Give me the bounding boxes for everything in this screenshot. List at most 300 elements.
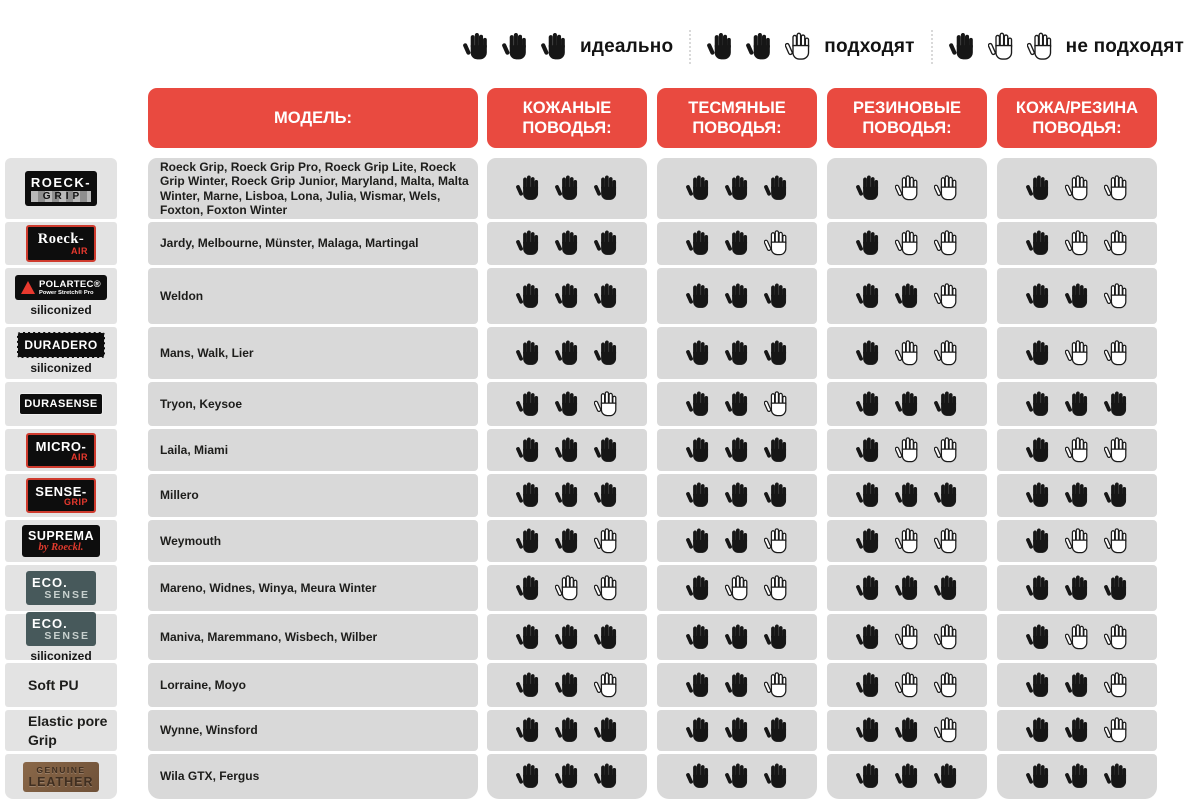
hand-outline-icon <box>594 672 619 699</box>
sidebar-material-card <box>5 327 117 379</box>
hand-outline-icon <box>988 32 1015 62</box>
table-row <box>5 382 1167 426</box>
rating-cell-webbed-reins <box>657 382 817 426</box>
hand-filled-icon <box>895 391 920 418</box>
legend-hands <box>463 32 568 62</box>
hand-filled-icon <box>594 717 619 744</box>
siliconized-note: siliconized <box>30 303 92 317</box>
rating-cell-leather-reins <box>487 474 647 517</box>
hand-filled-icon <box>895 763 920 790</box>
table-row <box>5 614 1167 663</box>
hand-filled-icon <box>764 763 789 790</box>
rating-cell-webbed-reins <box>657 222 817 265</box>
label-line: Elastic pore <box>28 713 108 730</box>
logo-line: SENSE <box>44 629 90 642</box>
sidebar-material-card <box>5 474 117 517</box>
hand-outline-icon <box>895 175 920 202</box>
hand-filled-icon <box>555 230 580 257</box>
hand-outline-icon <box>764 528 789 555</box>
hand-filled-icon <box>764 340 789 367</box>
hand-outline-icon <box>764 575 789 602</box>
logo-line: AIR <box>71 451 88 462</box>
rating-cell-leather-rubber-reins <box>997 222 1157 265</box>
hand-filled-icon <box>463 32 490 62</box>
hand-outline-icon <box>934 528 959 555</box>
hand-outline-icon <box>895 672 920 699</box>
model-names-text: Roeck Grip, Roeck Grip Pro, Roeck Grip Lite, Roeck Grip Winter, Roeck Grip Junior, Maryland, Malta, Malta Winter, Marne, Lisboa, Lona, Julia, Wismar, Wels, Foxton, Foxton Winter <box>160 160 469 217</box>
table-row <box>5 474 1167 517</box>
rating-cell-leather-rubber-reins <box>997 565 1157 611</box>
hand-filled-icon <box>516 230 541 257</box>
hand-filled-icon <box>725 717 750 744</box>
hand-filled-icon <box>725 391 750 418</box>
hand-filled-icon <box>516 717 541 744</box>
hand-filled-icon <box>746 32 773 62</box>
hand-filled-icon <box>725 482 750 509</box>
model-names-cell <box>148 565 478 611</box>
hand-filled-icon <box>725 624 750 651</box>
model-names-text: Weymouth <box>160 533 222 548</box>
model-names-cell <box>148 710 478 751</box>
hand-outline-icon <box>725 575 750 602</box>
sidebar-material-card <box>5 565 117 611</box>
hand-filled-icon <box>1026 528 1051 555</box>
hand-filled-icon <box>1104 482 1129 509</box>
hand-filled-icon <box>1104 763 1129 790</box>
hand-outline-icon <box>1104 175 1129 202</box>
rating-cell-rubber-reins <box>827 327 987 379</box>
legend-separator <box>689 30 691 64</box>
hand-filled-icon <box>856 340 881 367</box>
hand-outline-icon <box>1065 175 1090 202</box>
column-header-leather-rubber-reins: КОЖА/РЕЗИНА ПОВОДЬЯ: <box>997 88 1157 148</box>
material-logo-eco-sense <box>26 612 96 646</box>
hand-filled-icon <box>1026 672 1051 699</box>
polartec-text <box>39 279 101 296</box>
logo-line: Power Stretch® Pro <box>39 290 94 296</box>
rating-cell-leather-reins <box>487 382 647 426</box>
logo-line: Roeck- <box>37 231 85 247</box>
hand-filled-icon <box>949 32 976 62</box>
hand-outline-icon <box>895 528 920 555</box>
rating-cell-leather-reins <box>487 429 647 471</box>
material-logo-roeck <box>26 225 96 262</box>
hand-outline-icon <box>934 283 959 310</box>
hand-filled-icon <box>516 391 541 418</box>
legend-item <box>949 32 1184 62</box>
model-names-cell <box>148 754 478 799</box>
hand-filled-icon <box>686 230 711 257</box>
hand-filled-icon <box>764 482 789 509</box>
hand-filled-icon <box>1065 283 1090 310</box>
hand-filled-icon <box>686 575 711 602</box>
hand-outline-icon <box>934 624 959 651</box>
hand-filled-icon <box>1026 230 1051 257</box>
hand-filled-icon <box>1026 763 1051 790</box>
hand-filled-icon <box>686 283 711 310</box>
logo-line: AIR <box>71 246 88 256</box>
rating-cell-webbed-reins <box>657 710 817 751</box>
model-names-text: Tryon, Keysoe <box>160 396 243 411</box>
model-names-text: Lorraine, Moyo <box>160 677 247 692</box>
hand-filled-icon <box>1026 340 1051 367</box>
hand-outline-icon <box>895 340 920 367</box>
logo-line: SENSE <box>44 589 90 601</box>
hand-filled-icon <box>725 528 750 555</box>
hand-filled-icon <box>555 763 580 790</box>
sidebar-material-card <box>5 520 117 562</box>
hand-filled-icon <box>555 624 580 651</box>
rating-cell-webbed-reins <box>657 663 817 707</box>
logo-line: ECO. <box>32 615 68 631</box>
legend-hands <box>949 32 1054 62</box>
sidebar-material-card <box>5 222 117 265</box>
hand-filled-icon <box>725 340 750 367</box>
rating-cell-rubber-reins <box>827 429 987 471</box>
siliconized-note: siliconized <box>30 360 92 375</box>
hand-filled-icon <box>555 340 580 367</box>
rating-cell-leather-reins <box>487 327 647 379</box>
hand-filled-icon <box>1065 482 1090 509</box>
hand-outline-icon <box>934 230 959 257</box>
model-names-cell <box>148 268 478 324</box>
model-names-cell <box>148 520 478 562</box>
hand-filled-icon <box>1065 575 1090 602</box>
rating-cell-leather-reins <box>487 158 647 219</box>
hand-filled-icon <box>555 437 580 464</box>
rating-cell-leather-rubber-reins <box>997 663 1157 707</box>
hand-filled-icon <box>594 437 619 464</box>
table-row <box>5 429 1167 471</box>
rating-cell-rubber-reins <box>827 710 987 751</box>
hand-filled-icon <box>516 575 541 602</box>
rating-cell-leather-reins <box>487 614 647 660</box>
table-row <box>5 663 1167 707</box>
hand-filled-icon <box>856 482 881 509</box>
model-names-text: Wynne, Winsford <box>160 723 258 738</box>
rating-cell-webbed-reins <box>657 327 817 379</box>
hand-filled-icon <box>934 575 959 602</box>
logo-line: GRIP <box>31 191 91 202</box>
hand-filled-icon <box>1104 391 1129 418</box>
sidebar-material-card <box>5 158 117 219</box>
logo-line: POLARTEC® <box>39 279 101 290</box>
hand-filled-icon <box>516 624 541 651</box>
hand-filled-icon <box>555 672 580 699</box>
rating-cell-leather-rubber-reins <box>997 382 1157 426</box>
hand-filled-icon <box>856 763 881 790</box>
hand-outline-icon <box>1104 340 1129 367</box>
sidebar-material-card <box>5 429 117 471</box>
rating-cell-rubber-reins <box>827 754 987 799</box>
rating-cell-webbed-reins <box>657 474 817 517</box>
hand-filled-icon <box>686 175 711 202</box>
sidebar-material-card <box>5 754 117 799</box>
model-names-text: Mans, Walk, Lier <box>160 345 254 360</box>
hand-filled-icon <box>764 437 789 464</box>
hand-filled-icon <box>686 391 711 418</box>
hand-filled-icon <box>895 482 920 509</box>
hand-filled-icon <box>725 437 750 464</box>
material-logo-genuine-leather <box>23 762 98 792</box>
hand-filled-icon <box>856 624 881 651</box>
model-names-text: Wila GTX, Fergus <box>160 769 260 784</box>
hand-filled-icon <box>1026 175 1051 202</box>
model-names-cell <box>148 382 478 426</box>
rating-cell-leather-rubber-reins <box>997 268 1157 324</box>
hand-filled-icon <box>1065 672 1090 699</box>
hand-outline-icon <box>1104 283 1129 310</box>
logo-line: MICRO- <box>35 438 87 454</box>
column-header-webbed-reins: ТЕСМЯНЫЕ ПОВОДЬЯ: <box>657 88 817 148</box>
legend <box>463 30 1184 64</box>
table-row <box>5 520 1167 562</box>
table-row <box>5 268 1167 324</box>
hand-filled-icon <box>1065 763 1090 790</box>
sidebar-material-card <box>5 710 117 751</box>
model-names-cell <box>148 222 478 265</box>
hand-filled-icon <box>856 717 881 744</box>
hand-outline-icon <box>594 528 619 555</box>
table-row <box>5 565 1167 611</box>
rating-cell-leather-rubber-reins <box>997 327 1157 379</box>
label-line: Soft PU <box>28 676 79 693</box>
hand-outline-icon <box>1104 672 1129 699</box>
hand-filled-icon <box>555 175 580 202</box>
model-names-cell <box>148 327 478 379</box>
hand-filled-icon <box>764 717 789 744</box>
material-label <box>28 712 107 748</box>
rating-cell-leather-reins <box>487 710 647 751</box>
rating-cell-rubber-reins <box>827 382 987 426</box>
hand-outline-icon <box>1104 624 1129 651</box>
legend-label: подходят <box>824 36 915 57</box>
rating-cell-leather-rubber-reins <box>997 754 1157 799</box>
logo-line: ECO. <box>32 575 68 590</box>
rating-cell-rubber-reins <box>827 158 987 219</box>
material-logo-eco-sense <box>26 571 96 605</box>
rating-cell-leather-reins <box>487 520 647 562</box>
hand-filled-icon <box>686 717 711 744</box>
hand-filled-icon <box>725 672 750 699</box>
logo-line: SUPREMA <box>27 529 94 543</box>
hand-filled-icon <box>594 283 619 310</box>
table-header <box>148 88 1157 148</box>
hand-filled-icon <box>686 624 711 651</box>
rating-cell-rubber-reins <box>827 268 987 324</box>
hand-filled-icon <box>1026 391 1051 418</box>
hand-outline-icon <box>1065 230 1090 257</box>
table-row <box>5 710 1167 751</box>
hand-filled-icon <box>764 175 789 202</box>
material-logo-duradero: DURADERO <box>17 332 104 358</box>
hand-filled-icon <box>686 482 711 509</box>
hand-filled-icon <box>934 763 959 790</box>
legend-hands <box>707 32 812 62</box>
logo-line: LEATHER <box>28 774 94 789</box>
hand-filled-icon <box>934 391 959 418</box>
table-row <box>5 158 1167 219</box>
logo-line: ROECK- <box>30 175 92 190</box>
hand-outline-icon <box>895 624 920 651</box>
hand-filled-icon <box>1104 575 1129 602</box>
rating-cell-leather-rubber-reins <box>997 158 1157 219</box>
rating-cell-webbed-reins <box>657 520 817 562</box>
model-names-cell <box>148 614 478 660</box>
logo-line: SENSE- <box>35 484 87 499</box>
hand-filled-icon <box>686 340 711 367</box>
hand-filled-icon <box>856 283 881 310</box>
legend-item <box>463 32 673 62</box>
table-row <box>5 222 1167 265</box>
hand-filled-icon <box>856 528 881 555</box>
rating-cell-leather-reins <box>487 222 647 265</box>
model-names-text: Millero <box>160 488 199 503</box>
material-logo-sense <box>26 478 96 513</box>
hand-outline-icon <box>1065 624 1090 651</box>
column-header-model: МОДЕЛЬ: <box>148 88 478 148</box>
hand-filled-icon <box>895 717 920 744</box>
hand-outline-icon <box>895 230 920 257</box>
rating-cell-leather-reins <box>487 565 647 611</box>
hand-filled-icon <box>594 340 619 367</box>
hand-filled-icon <box>1026 624 1051 651</box>
hand-filled-icon <box>725 175 750 202</box>
hand-filled-icon <box>516 340 541 367</box>
hand-filled-icon <box>555 391 580 418</box>
hand-filled-icon <box>856 672 881 699</box>
legend-separator <box>931 30 933 64</box>
hand-filled-icon <box>707 32 734 62</box>
hand-filled-icon <box>725 283 750 310</box>
rating-cell-leather-rubber-reins <box>997 710 1157 751</box>
table-row <box>5 327 1167 379</box>
hand-filled-icon <box>555 528 580 555</box>
rating-cell-rubber-reins <box>827 520 987 562</box>
logo-line: by Roeckl. <box>38 542 84 553</box>
hand-filled-icon <box>594 482 619 509</box>
hand-outline-icon <box>764 672 789 699</box>
rating-cell-rubber-reins <box>827 474 987 517</box>
hand-outline-icon <box>785 32 812 62</box>
rating-cell-leather-rubber-reins <box>997 520 1157 562</box>
hand-outline-icon <box>1104 717 1129 744</box>
hand-filled-icon <box>725 763 750 790</box>
hand-filled-icon <box>541 32 568 62</box>
siliconized-note: siliconized <box>30 648 92 663</box>
hand-outline-icon <box>764 391 789 418</box>
hand-filled-icon <box>1026 575 1051 602</box>
rating-cell-rubber-reins <box>827 614 987 660</box>
rating-cell-leather-rubber-reins <box>997 474 1157 517</box>
column-header-rubber-reins: РЕЗИНОВЫЕ ПОВОДЬЯ: <box>827 88 987 148</box>
hand-outline-icon <box>934 437 959 464</box>
model-names-text: Laila, Miami <box>160 442 229 457</box>
sidebar-material-card <box>5 268 117 324</box>
rating-cell-webbed-reins <box>657 429 817 471</box>
hand-filled-icon <box>934 482 959 509</box>
hand-outline-icon <box>764 230 789 257</box>
model-names-cell <box>148 474 478 517</box>
hand-filled-icon <box>516 528 541 555</box>
hand-outline-icon <box>555 575 580 602</box>
polartec-row <box>21 279 101 296</box>
hand-outline-icon <box>1065 340 1090 367</box>
hand-outline-icon <box>1104 230 1129 257</box>
hand-filled-icon <box>686 763 711 790</box>
hand-filled-icon <box>555 717 580 744</box>
hand-filled-icon <box>725 230 750 257</box>
hand-outline-icon <box>1104 437 1129 464</box>
hand-filled-icon <box>686 672 711 699</box>
hand-filled-icon <box>1026 283 1051 310</box>
hand-outline-icon <box>934 340 959 367</box>
rating-cell-leather-reins <box>487 663 647 707</box>
hand-outline-icon <box>594 391 619 418</box>
legend-label: не подходят <box>1065 36 1184 57</box>
hand-filled-icon <box>516 437 541 464</box>
hand-outline-icon <box>895 437 920 464</box>
hand-filled-icon <box>555 283 580 310</box>
legend-item <box>707 32 914 62</box>
hand-filled-icon <box>764 624 789 651</box>
hand-filled-icon <box>516 175 541 202</box>
hand-filled-icon <box>1026 717 1051 744</box>
hand-filled-icon <box>594 175 619 202</box>
rating-cell-leather-reins <box>487 268 647 324</box>
sidebar-material-card <box>5 614 117 663</box>
material-logo-roeck-grip <box>25 171 97 206</box>
model-names-text: Mareno, Widnes, Winya, Meura Winter <box>160 580 377 595</box>
rating-cell-webbed-reins <box>657 158 817 219</box>
model-names-cell <box>148 158 478 219</box>
hand-filled-icon <box>856 437 881 464</box>
table-body <box>5 158 1167 802</box>
hand-filled-icon <box>516 763 541 790</box>
material-logo-micro <box>26 433 96 468</box>
hand-filled-icon <box>686 528 711 555</box>
hand-outline-icon <box>1027 32 1054 62</box>
logo-line: GRIP <box>63 497 88 507</box>
rating-cell-webbed-reins <box>657 754 817 799</box>
hand-filled-icon <box>856 575 881 602</box>
hand-filled-icon <box>594 230 619 257</box>
hand-filled-icon <box>516 283 541 310</box>
model-names-cell <box>148 429 478 471</box>
material-logo-suprema <box>22 525 100 557</box>
sidebar-material-card <box>5 663 117 707</box>
hand-filled-icon <box>502 32 529 62</box>
logo-line: GENUINE <box>36 764 86 775</box>
hand-outline-icon <box>934 175 959 202</box>
model-names-text: Jardy, Melbourne, Münster, Malaga, Martingal <box>160 236 419 251</box>
hand-filled-icon <box>895 575 920 602</box>
sidebar-material-card <box>5 382 117 426</box>
hand-outline-icon <box>594 575 619 602</box>
polartec-triangle-icon <box>21 281 35 294</box>
hand-filled-icon <box>516 672 541 699</box>
label-line: Grip <box>28 731 57 748</box>
material-logo-polartec <box>15 275 107 300</box>
model-names-text: Weldon <box>160 288 204 303</box>
hand-outline-icon <box>934 717 959 744</box>
hand-filled-icon <box>856 391 881 418</box>
hand-outline-icon <box>934 672 959 699</box>
hand-filled-icon <box>856 230 881 257</box>
hand-filled-icon <box>856 175 881 202</box>
rating-cell-webbed-reins <box>657 614 817 660</box>
hand-filled-icon <box>516 482 541 509</box>
